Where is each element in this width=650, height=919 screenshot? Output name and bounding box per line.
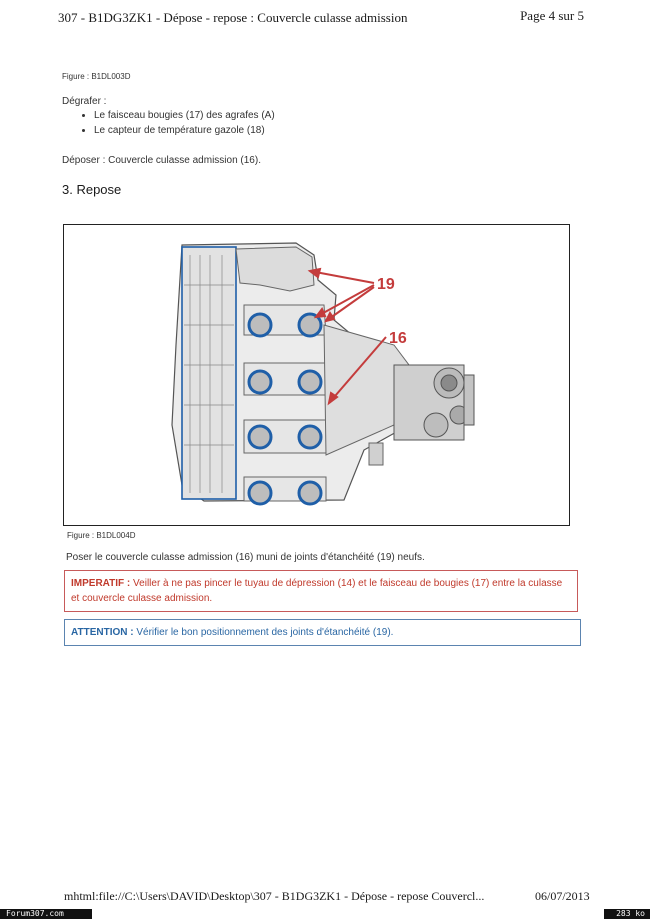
- figure-caption-1: Figure : B1DL003D: [62, 72, 131, 81]
- page-number: Page 4 sur 5: [520, 8, 584, 23]
- poser-instruction: Poser le couvercle culasse admission (16) muni de joints d'étanchéité (19) neufs.: [66, 552, 425, 563]
- footer-path: mhtml:file://C:\Users\DAVID\Desktop\307 - B1DG3ZK1 - Dépose - repose Couvercl...: [64, 889, 485, 903]
- seal-ring: [249, 371, 271, 393]
- list-item: • Le faisceau bougies (17) des agrafes (A): [94, 108, 275, 123]
- intake-manifold-drawing: [64, 225, 569, 525]
- attention-box: [64, 619, 581, 646]
- document-header-title: 307 - B1DG3ZK1 - Dépose - repose : Couvercle culasse admission: [58, 10, 408, 25]
- seal-ring: [249, 426, 271, 448]
- seal-ring: [299, 482, 321, 504]
- seal-ring: [299, 426, 321, 448]
- attention-text: Vérifier le bon positionnement des joints d'étanchéité (19).: [136, 627, 394, 638]
- list-item: • Le capteur de température gazole (18): [94, 123, 275, 138]
- section-title: 3. Repose: [62, 182, 122, 197]
- attention-label: ATTENTION :: [71, 627, 134, 638]
- figure-frame: [63, 224, 570, 526]
- callout-16: 16: [389, 330, 407, 347]
- imperatif-text: Veiller à ne pas pincer le tuyau de dépression (14) et le faisceau de bougies (17) entre la culasse et couvercle culasse admission.: [71, 578, 563, 604]
- seal-ring: [249, 314, 271, 336]
- deposer-instruction: Déposer : Couvercle culasse admission (16).: [62, 155, 261, 166]
- watermark-size: 283 ko: [604, 909, 650, 919]
- footer-date: 06/07/2013: [535, 889, 590, 903]
- throttle-body: [394, 365, 474, 440]
- figure-caption-2: Figure : B1DL004D: [67, 531, 136, 540]
- watermark-site: Forum307.com: [0, 909, 92, 919]
- seal-ring: [299, 371, 321, 393]
- callout-19: 19: [377, 276, 395, 293]
- degrafer-list: [80, 108, 275, 138]
- imperatif-label: IMPERATIF :: [71, 578, 131, 589]
- seal-ring: [249, 482, 271, 504]
- imperatif-box: [64, 570, 578, 612]
- degrafer-label: Dégrafer :: [62, 96, 107, 107]
